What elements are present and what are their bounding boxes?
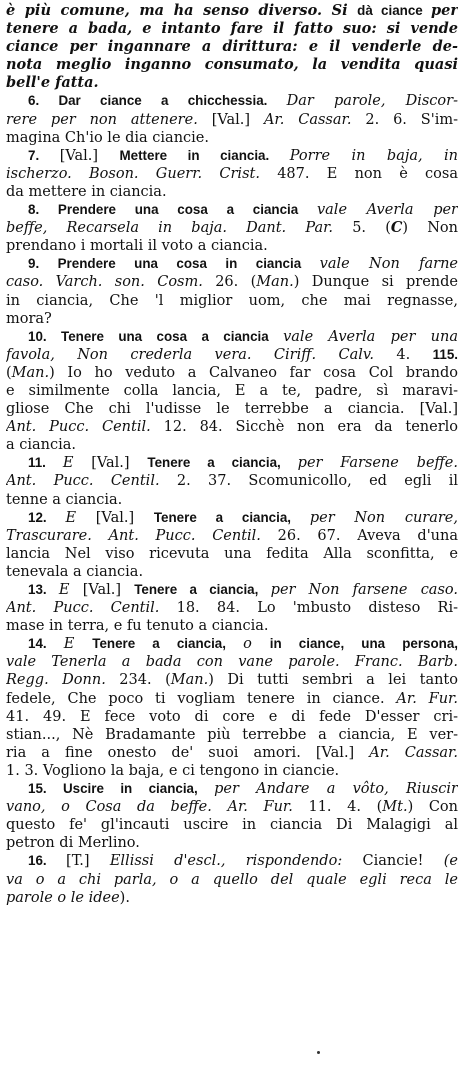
text-line xyxy=(6,871,458,889)
text-run: ) Io ho veduto a Calvaneo far cosa Col brando xyxy=(49,364,458,381)
text-run: stian..., Nè Bradamante più terrebbe a ciancia, E ver- xyxy=(6,726,458,743)
text-line xyxy=(6,74,458,92)
text-run: e similmente colla lancia, E a te, padre, sì maravi- xyxy=(6,382,458,399)
text-line xyxy=(6,2,458,20)
text-run: per Farsene beffe. xyxy=(297,455,458,472)
text-run: Tenere a ciancia, xyxy=(153,509,310,525)
text-line xyxy=(6,635,458,653)
text-run: Porre in baja, in xyxy=(289,147,458,164)
text-run: 2. 37. Scomunicollo, ed egli il xyxy=(176,473,458,490)
text-run: Ar. Fur. xyxy=(396,690,458,707)
text-run: bell'e fatta. xyxy=(6,74,99,92)
text-line xyxy=(6,744,458,762)
text-run: ischerzo. Boson. Guerr. Crist. xyxy=(6,165,278,182)
text-run: tenne a ciancia. xyxy=(6,491,123,508)
text-run: per xyxy=(430,2,458,19)
text-run: Ciancie! xyxy=(362,853,444,870)
text-line xyxy=(6,581,458,599)
text-line xyxy=(6,147,458,165)
text-line xyxy=(6,726,458,744)
text-run: fedele, Che poco ti vogliam tenere in ciance. xyxy=(6,690,397,707)
text-run: da mettere in ciancia. xyxy=(6,183,167,200)
text-run: per Andare a vôto, Riuscir xyxy=(214,781,458,798)
text-line xyxy=(6,509,458,527)
print-speck xyxy=(317,1051,320,1054)
text-run: 234. ( xyxy=(119,672,171,689)
text-run: 11. xyxy=(28,455,63,471)
text-run: o xyxy=(243,636,270,653)
text-run: ) Con xyxy=(407,799,458,816)
text-run: 6. Dar ciance a chicchessia. xyxy=(28,93,287,109)
text-run: (e xyxy=(443,853,458,870)
text-line xyxy=(6,201,458,219)
text-line xyxy=(6,653,458,671)
text-run: ) Di tutti sembri a lei tanto xyxy=(208,672,458,689)
text-run: [T.] xyxy=(66,853,110,870)
text-run: E xyxy=(63,636,93,653)
text-run: vale Tenerla a bada con vane parole. Franc. Barb. xyxy=(6,654,458,671)
text-run: Tenere a ciancia, xyxy=(147,455,298,471)
text-run: parole o le idee xyxy=(6,889,120,906)
text-line xyxy=(6,418,458,436)
text-run: è più comune, ma ha senso diverso. Si xyxy=(6,2,358,19)
text-line xyxy=(6,708,458,726)
text-run: gliose Che chi l'udisse le terrebbe a ciancia. [Val.] xyxy=(6,401,458,418)
dictionary-page-text xyxy=(6,2,458,907)
text-run: ) Non xyxy=(402,220,458,237)
text-run: 11. 4. ( xyxy=(308,799,383,816)
text-run: Ant. Pucc. Centil. xyxy=(6,600,177,617)
text-run: va o a chi parla, o a quello del quale egli reca le xyxy=(6,871,458,888)
text-line xyxy=(6,346,458,364)
text-line xyxy=(6,527,458,545)
text-run: [Val.] xyxy=(91,455,148,472)
text-run: Man. xyxy=(170,672,209,689)
text-run: 115. xyxy=(432,346,458,362)
text-run: Dar parole, Discor- xyxy=(286,93,458,110)
text-line xyxy=(6,92,458,110)
text-run: per Non curare, xyxy=(309,509,458,526)
text-run: a ciancia. xyxy=(6,437,77,454)
text-run: per Non farsene caso. xyxy=(270,582,458,598)
text-line xyxy=(6,798,458,816)
text-run: 26. 67. Aveva d'una xyxy=(277,527,458,544)
text-line xyxy=(6,834,458,852)
text-run: dà ciance xyxy=(357,3,431,18)
text-run: Trascurare. Ant. Pucc. Centil. xyxy=(6,527,278,544)
text-line xyxy=(6,454,458,472)
text-run: mase in terra, e fu tenuto a ciancia. xyxy=(6,618,269,635)
text-run: 12. xyxy=(28,509,66,525)
text-run: 5. ( xyxy=(352,220,391,237)
text-run: Regg. Donn. xyxy=(6,672,120,689)
text-run: [Val.] xyxy=(211,111,264,128)
text-run: 15. Uscire in ciancia, xyxy=(28,781,215,797)
text-line xyxy=(6,762,458,780)
text-run: Ellissi d'escl., rispondendo: xyxy=(109,853,363,870)
text-line xyxy=(6,436,458,454)
text-run: 1. 3. Vogliono la baja, e ci tengono in ciancie. xyxy=(6,762,340,779)
text-run: in ciance, una persona, xyxy=(269,636,458,652)
text-run: mora? xyxy=(6,310,52,327)
text-run: E xyxy=(58,582,83,598)
text-line xyxy=(6,491,458,509)
text-line xyxy=(6,889,458,907)
text-run: Ant. Pucc. Centil. xyxy=(6,419,164,436)
text-run: C xyxy=(390,219,403,237)
text-run: 8. Prendere una cosa a ciancia xyxy=(28,202,317,218)
text-line xyxy=(6,111,458,129)
text-line xyxy=(6,671,458,689)
text-run: vano, o Cosa da beffe. Ar. Fur. xyxy=(6,799,309,816)
text-line xyxy=(6,690,458,708)
text-run: Tenere a ciancia, xyxy=(134,582,271,597)
text-run: 41. 49. E fece voto di core e di fede D'esser cri- xyxy=(6,708,458,725)
text-line xyxy=(6,129,458,147)
text-run: Man. xyxy=(11,364,50,381)
text-run: prendano i mortali il voto a ciancia. xyxy=(6,238,268,255)
text-run: Ant. Pucc. Centil. xyxy=(6,473,177,490)
text-run: tenevala a ciancia. xyxy=(6,563,144,580)
text-run: 7. xyxy=(28,147,60,163)
text-run: nota meglio inganno consumato, la vendita quasi xyxy=(6,56,458,74)
text-line xyxy=(6,852,458,870)
text-run: ). xyxy=(119,889,130,906)
text-line xyxy=(6,780,458,798)
text-run: vale Averla per una xyxy=(283,328,458,345)
text-line xyxy=(6,183,458,201)
text-line xyxy=(6,382,458,400)
text-run: E xyxy=(65,509,96,526)
text-run: [Val.] xyxy=(95,509,154,526)
text-run: 12. 84. Sicchè non era da tenerlo xyxy=(163,419,458,436)
text-run: Ar. Cassar. xyxy=(369,744,458,761)
text-run: 16. xyxy=(28,853,67,869)
text-line xyxy=(6,816,458,834)
text-run: 13. xyxy=(28,582,59,597)
text-run: 10. Tenere una cosa a ciancia xyxy=(28,328,284,344)
text-run: magina Ch'io le dia ciancie. xyxy=(6,129,209,146)
text-line xyxy=(6,563,458,581)
text-run: [Val.] xyxy=(82,582,135,598)
text-line xyxy=(6,472,458,490)
text-run: 18. 84. Lo 'mbusto disteso Ri- xyxy=(176,600,458,617)
text-run: caso. Varch. son. Cosm. xyxy=(6,274,216,291)
text-line xyxy=(6,545,458,563)
text-line xyxy=(6,400,458,418)
text-line xyxy=(6,273,458,291)
text-run: 487. E non è cosa xyxy=(277,165,458,182)
text-run: lancia Nel viso ricevuta una fedita Alla sconfitta, e xyxy=(6,545,458,562)
text-run: 14. xyxy=(28,636,64,652)
text-line xyxy=(6,328,458,346)
text-line xyxy=(6,219,458,237)
text-run: questo fe' gl'incauti uscire in ciancia Di Malagigi al xyxy=(6,817,458,834)
text-line xyxy=(6,364,458,382)
text-run: ciance per ingannare a dirittura: e il venderle de- xyxy=(6,38,458,56)
text-line xyxy=(6,237,458,255)
text-run: rere per non attenere. xyxy=(6,111,212,128)
text-run: tenere a bada, e intanto fare il fatto suo: si vende xyxy=(6,20,458,38)
text-run: E xyxy=(62,455,92,472)
text-line xyxy=(6,38,458,56)
text-run: beffe, Recarsela in baja. Dant. Par. xyxy=(6,220,353,237)
text-run: vale Non farne xyxy=(319,256,458,273)
text-run: ( xyxy=(6,364,12,381)
text-run: favola, Non crederla vera. Ciriff. Calv. xyxy=(6,346,397,363)
text-run: Ar. Cassar. xyxy=(263,111,366,128)
text-run: [Val.] xyxy=(59,147,120,164)
text-run: 4. xyxy=(396,346,433,363)
text-run: 9. Prendere una cosa in ciancia xyxy=(28,256,320,272)
text-run: Tenere a ciancia, xyxy=(92,636,244,652)
text-line xyxy=(6,617,458,635)
text-run: Man. xyxy=(256,274,294,291)
text-run: Mettere in ciancia. xyxy=(119,147,290,163)
text-run: ria a fine onesto de' suoi amori. [Val.] xyxy=(6,744,370,761)
text-line xyxy=(6,292,458,310)
text-line xyxy=(6,255,458,273)
text-line xyxy=(6,20,458,38)
text-line xyxy=(6,165,458,183)
text-line xyxy=(6,310,458,328)
text-run: in ciancia, Che 'l miglior uom, che mai regnasse, xyxy=(6,292,458,309)
text-run: 26. ( xyxy=(215,274,257,291)
text-run: Mt. xyxy=(382,799,408,816)
text-line xyxy=(6,599,458,617)
text-line xyxy=(6,56,458,74)
text-run: 2. 6. S'im- xyxy=(365,111,458,128)
text-run: ) Dunque si prende xyxy=(293,274,458,291)
text-run: petron di Merlino. xyxy=(6,835,140,852)
text-run: vale Averla per xyxy=(316,202,458,219)
